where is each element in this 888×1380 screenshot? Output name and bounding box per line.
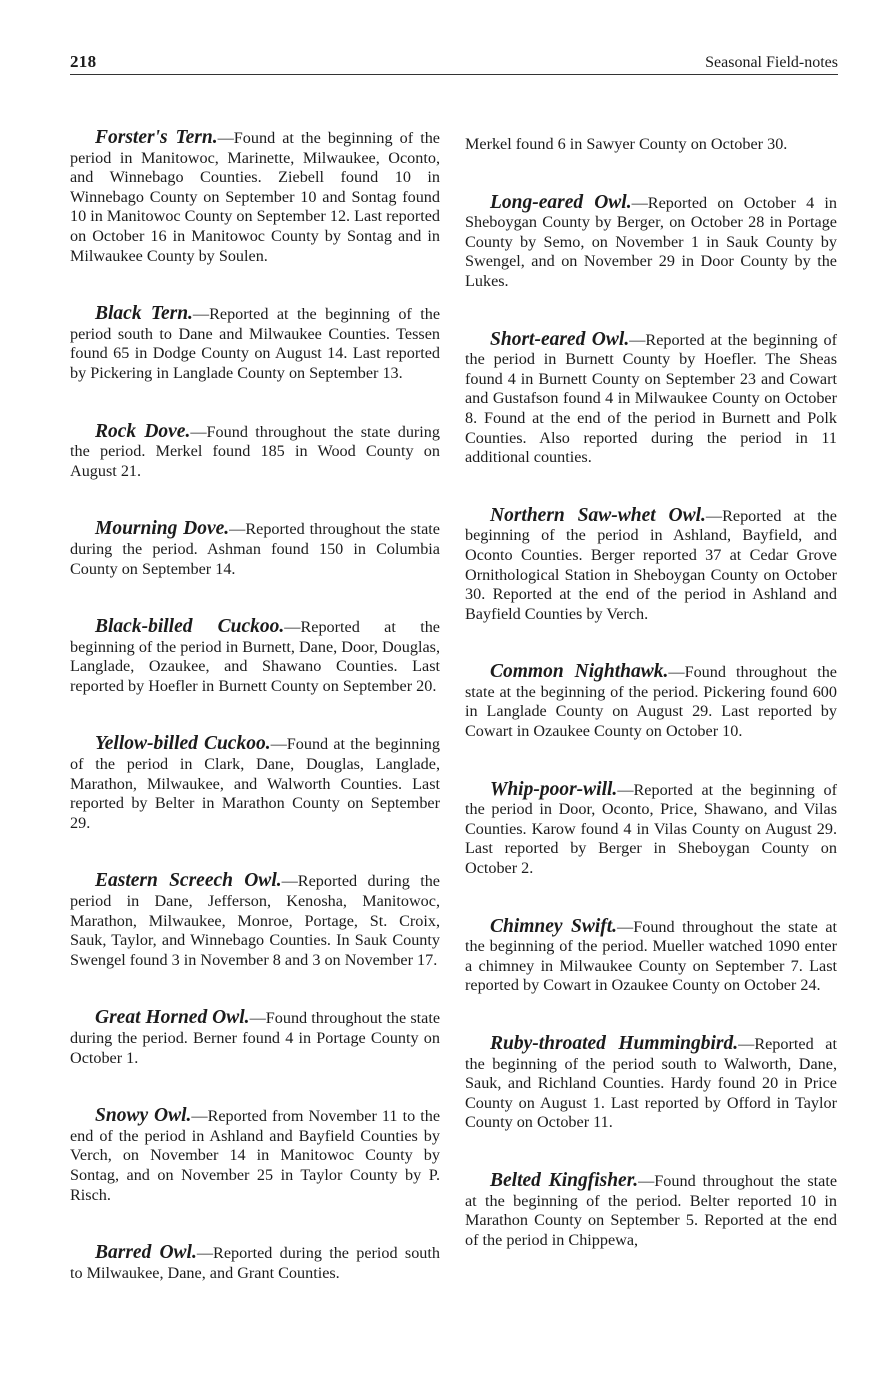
entry-text: —Reported during the period in Dane, Jefferson, Kenosha, Manitowoc, Marathon, Milwaukee, Monroe, Portage, St. Croix, Sauk, Taylor, and Winnebago Counties. In Sauk County Swengel found 3 in November 8 and 3 on November 17. [70, 872, 440, 969]
entry-text: —Reported from November 11 to the end of the period in Ashland and Bayfield Counties by Verch, on November 14 in Manitowoc County by Sontag, and on November 25 in Taylor County by P. Risch. [70, 1107, 441, 1204]
entry-text: —Found throughout the state at the beginning of the period. Belter reported 10 in Marathon County on September 5. Reported at the end of the period in Chippewa, [465, 1171, 837, 1249]
species-name: Yellow-billed Cuckoo. [95, 733, 271, 755]
species-name: Barred Owl. [95, 1242, 197, 1264]
species-entry [70, 1243, 440, 1283]
species-name: Great Horned Owl. [95, 1007, 250, 1029]
entry-text: —Reported at the beginning of the period in Ashland, Bayfield, and Oconto Counties. Berger reported 37 at Cedar Grove Ornithological Station in Sheboygan County on October 30. Reported at the end of the period in Ashland and Bayfield Counties by Verch. [465, 506, 837, 623]
species-entry [465, 917, 837, 996]
entry-text: —Reported at the beginning of the period south to Dane and Milwaukee Counties. Tessen found 65 in Dodge County on August 14. Last reported by Pickering in Langlade County on September 13. [70, 305, 441, 382]
species-name: Common Nighthawk. [490, 661, 669, 683]
species-entry [70, 519, 440, 579]
entry-text: —Found throughout the state during the period. Merkel found 185 in Wood County on August 21. [70, 422, 440, 480]
species-entry [465, 1171, 837, 1250]
species-entry [70, 617, 440, 696]
species-entry [465, 193, 837, 292]
species-entry [465, 780, 837, 879]
species-entry [465, 1034, 837, 1133]
continued-entry [465, 135, 837, 155]
species-entry [465, 662, 837, 741]
species-name: Snowy Owl. [95, 1105, 192, 1127]
left-column [70, 128, 440, 1321]
species-entry [465, 330, 837, 468]
entry-text: —Found throughout the state during the period. Berner found 4 in Portage County on October 1. [70, 1009, 441, 1067]
entry-text: —Reported throughout the state during the period. Ashman found 150 in Columbia County on September 14. [70, 520, 440, 578]
species-name: Mourning Dove. [95, 518, 230, 540]
species-entry [70, 1008, 440, 1068]
running-title: Seasonal Field-notes [705, 54, 838, 71]
species-name: Forster's Tern. [95, 127, 218, 148]
species-entry [70, 1106, 440, 1205]
page-number: 218 [70, 52, 97, 71]
species-entry [70, 128, 440, 266]
species-name: Black-billed Cuckoo. [95, 616, 285, 638]
entry-text: —Reported at the beginning of the period south to Walworth, Dane, Sauk, and Richland Counties. Hardy found 20 in Price County on August 1. Last reported by Offord in Taylor County on October 11. [465, 1035, 837, 1132]
entry-text: —Found at the beginning of the period in Manitowoc, Marinette, Milwaukee, Oconto, and Winnebago Counties. Ziebell found 10 in Winnebago County on September 10 and Sontag found 10 in Manitowoc County on September 12. Last reported on October 16 in Manitowoc County by Sontag and in Milwaukee County by Soulen. [70, 129, 440, 265]
species-name: Ruby-throated Hummingbird. [490, 1033, 739, 1054]
species-entry [70, 871, 440, 970]
species-name: Short-eared Owl. [490, 328, 630, 350]
running-header [70, 50, 838, 75]
entry-text: —Reported at the beginning of the period in Burnett County by Hoefler. The Sheas found 4 in Burnett County on September 23 and Cowart and Gustafson found 4 in Milwaukee County on October 8. Found at the end of the period in Burnett and Polk Counties. Also reported during the period in 11 additional counties. [465, 330, 837, 467]
species-name: Eastern Screech Owl. [95, 870, 282, 892]
species-entry [70, 422, 440, 482]
entry-text: —Found at the beginning of the period in Clark, Dane, Douglas, Langlade, Marathon, Milwaukee, and Walworth Counties. Last reported by Belter in Marathon County on September 29. [70, 735, 440, 832]
species-name: Black Tern. [95, 303, 193, 325]
entry-text: —Reported at the beginning of the period in Door, Oconto, Price, Shawano, and Vilas Counties. Karow found 4 in Vilas County on August 29. Last reported by Berger in Sheboygan County on October 2. [465, 780, 837, 878]
species-name: Northern Saw-whet Owl. [490, 504, 706, 526]
species-entry [70, 304, 440, 383]
species-name: Long-eared Owl. [490, 191, 632, 213]
entry-text: —Reported on October 4 in Sheboygan County by Berger, on October 28 in Portage County by Semo, on November 1 in Sauk County by Swengel, and on November 29 in Door County by the Lukes. [465, 193, 838, 290]
species-name: Chimney Swift. [490, 915, 618, 937]
species-name: Whip-poor-will. [490, 778, 618, 800]
species-name: Belted Kingfisher. [490, 1169, 639, 1191]
species-entry [70, 734, 440, 833]
right-column [465, 135, 837, 1288]
species-name: Rock Dove. [95, 420, 191, 442]
entry-text: —Reported at the beginning of the period in Burnett, Dane, Door, Douglas, Langlade, Ozaukee, and Shawano Counties. Last reported by Hoefler in Burnett County on September 20. [70, 618, 440, 695]
entry-text: —Reported during the period south to Milwaukee, Dane, and Grant Counties. [70, 1244, 440, 1282]
entry-text: —Found throughout the state at the beginning of the period. Mueller watched 1090 enter a chimney in Milwaukee County on September 7. Last reported by Cowart in Ozaukee County on October 24. [465, 917, 838, 995]
species-entry [465, 506, 837, 625]
entry-text: —Found throughout the state at the beginning of the period. Pickering found 600 in Langlade County on August 29. Last reported by Cowart in Ozaukee County on October 10. [465, 663, 837, 741]
entry-text: Merkel found 6 in Sawyer County on October 30. [465, 135, 788, 153]
